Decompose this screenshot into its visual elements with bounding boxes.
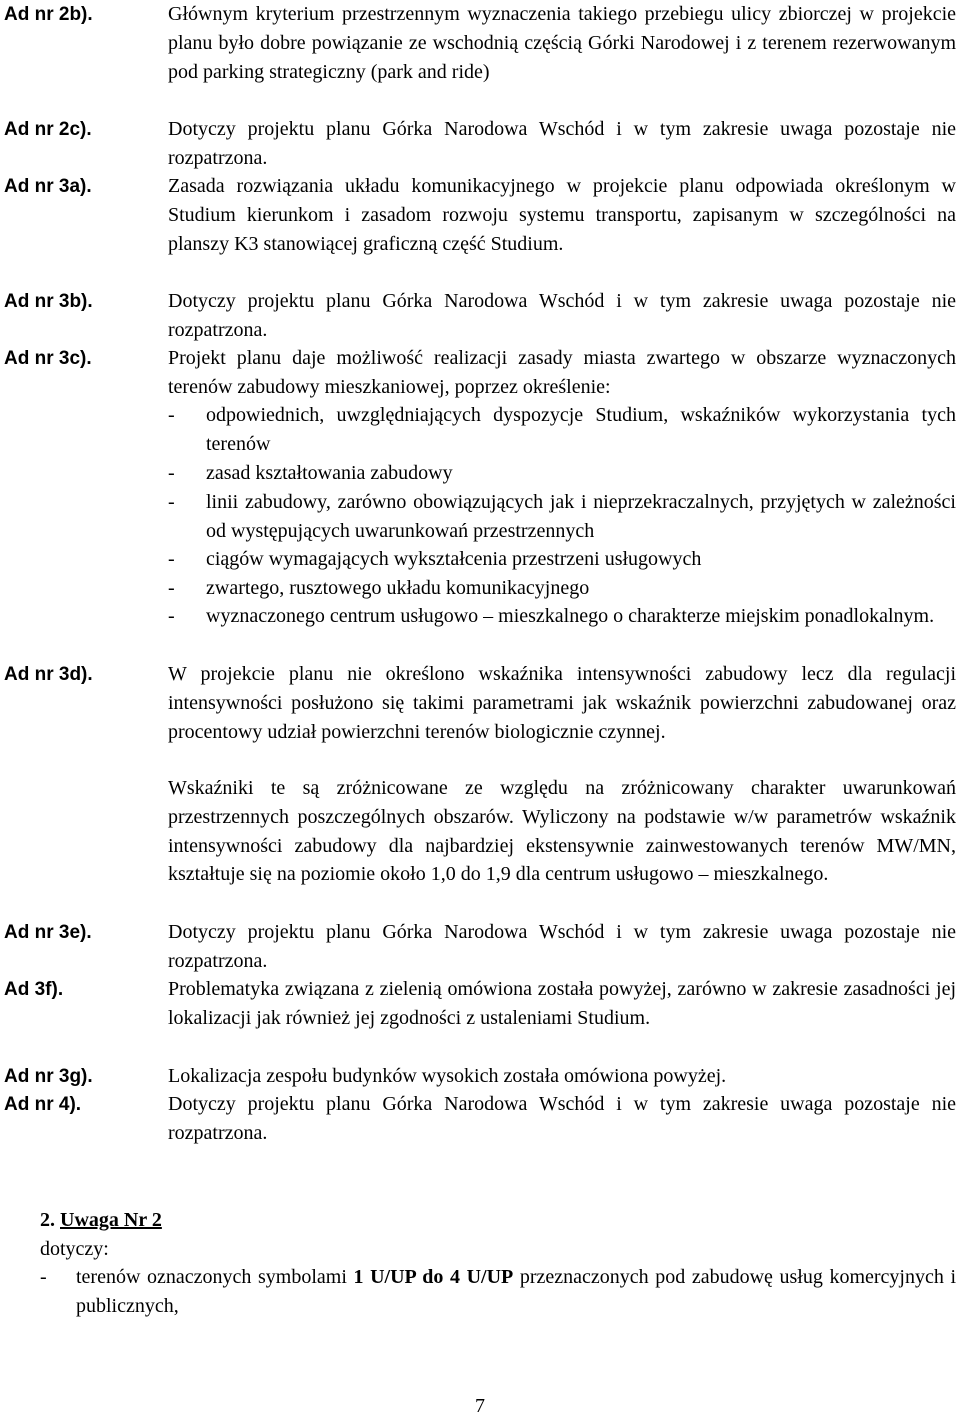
label-ad-3a: Ad nr 3a). xyxy=(4,176,92,197)
list-item: zasad kształtowania zabudowy xyxy=(206,462,453,484)
paragraph-3d-part1: W projekcie planu nie określono wskaźnika intensywności zabudowy lecz dla regulacji intensywności posłużono się takimi parametrami jak wskaźnik powierzchni zabudowanej oraz procentowy udział powierzchni terenów biologicznie czynnej. xyxy=(168,663,956,743)
paragraph-3a: Zasada rozwiązania układu komunikacyjnego w projekcie planu odpowiada określonym w Studium kierunkom i zasadom rozwoju systemu transportu, zapisanym w szczególności na planszy K3 stanowiącej graficzną część Studium. xyxy=(168,175,956,255)
bullet-dash: - xyxy=(168,404,175,426)
bullet-dash: - xyxy=(168,491,175,513)
section-item-suffix: przeznaczonych pod zabudowę usług komercyjnych i publicznych, xyxy=(76,1266,957,1317)
bullet-dash: - xyxy=(168,462,175,484)
bullet-dash: - xyxy=(168,548,175,570)
list-item: wyznaczonego centrum usługowo – mieszkalnego o charakterze miejskim ponadlokalnym. xyxy=(206,605,935,627)
section-heading xyxy=(40,1206,162,1235)
section-item-symbols: 1 U/UP do 4 U/UP xyxy=(353,1266,514,1288)
label-ad-3f: Ad 3f). xyxy=(4,979,64,1000)
bullet-dash: - xyxy=(168,577,175,599)
section-title: Uwaga Nr 2 xyxy=(60,1209,162,1231)
label-ad-3g: Ad nr 3g). xyxy=(4,1066,93,1087)
paragraph-3e: Dotyczy projektu planu Górka Narodowa Wschód i w tym zakresie uwaga pozostaje nie rozpatrzona. xyxy=(168,921,956,972)
dotyczy-label: dotyczy: xyxy=(40,1238,109,1260)
label-ad-4: Ad nr 4). xyxy=(4,1094,82,1115)
label-ad-3d: Ad nr 3d). xyxy=(4,664,93,685)
paragraph-3f: Problematyka związana z zielenią omówiona została powyżej, zarówno w zakresie zasadności jej lokalizacji jak również jej zgodności z ustaleniami Studium. xyxy=(168,978,956,1029)
paragraph-3g: Lokalizacja zespołu budynków wysokich została omówiona powyżej. xyxy=(168,1065,727,1087)
section-item-dash: - xyxy=(40,1266,47,1288)
section-item-prefix: terenów oznaczonych symbolami xyxy=(76,1266,347,1288)
label-ad-2b: Ad nr 2b). xyxy=(4,4,93,25)
list-item: zwartego, rusztowego układu komunikacyjnego xyxy=(206,577,590,599)
paragraph-3c: Projekt planu daje możliwość realizacji zasady miasta zwartego w obszarze wyznaczonych terenów zabudowy mieszkaniowej, poprzez określenie: xyxy=(168,347,956,398)
section-item xyxy=(76,1263,956,1321)
list-item: ciągów wymagających wykształcenia przestrzeni usługowych xyxy=(206,548,702,570)
label-ad-3c: Ad nr 3c). xyxy=(4,348,92,369)
paragraph-3b: Dotyczy projektu planu Górka Narodowa Wschód i w tym zakresie uwaga pozostaje nie rozpatrzona. xyxy=(168,290,956,341)
label-ad-3b: Ad nr 3b). xyxy=(4,291,93,312)
label-ad-2c: Ad nr 2c). xyxy=(4,119,92,140)
list-item: linii zabudowy, zarówno obowiązujących jak i nieprzekraczalnych, przyjętych w zależności od występujących uwarunkowań przestrzennych xyxy=(206,491,956,542)
label-ad-3e: Ad nr 3e). xyxy=(4,922,92,943)
paragraph-2c: Dotyczy projektu planu Górka Narodowa Wschód i w tym zakresie uwaga pozostaje nie rozpatrzona. xyxy=(168,118,956,169)
section-number: 2. xyxy=(40,1209,55,1231)
bullet-dash: - xyxy=(168,605,175,627)
list-item: odpowiednich, uwzględniających dyspozycje Studium, wskaźników wykorzystania tych terenów xyxy=(206,404,956,455)
paragraph-4: Dotyczy projektu planu Górka Narodowa Wschód i w tym zakresie uwaga pozostaje nie rozpatrzona. xyxy=(168,1093,956,1144)
paragraph-2b: Głównym kryterium przestrzennym wyznaczenia takiego przebiegu ulicy zbiorczej w projekcie planu było dobre powiązanie ze wschodnią częścią Górki Narodowej i z terenem rezerwowanym pod parking strategiczny (park and ride) xyxy=(168,3,956,83)
page-number: 7 xyxy=(475,1395,485,1417)
paragraph-3d-part2: Wskaźniki te są zróżnicowane ze względu na zróżnicowany charakter uwarunkowań przestrzennych poszczególnych obszarów. Wyliczony na podstawie w/w parametrów wskaźnik intensywności zabudowy dla najbardziej ekstensywnie zainwestowanych terenów MW/MN, kształtuje się na poziomie około 1,0 do 1,9 dla centrum usługowo – mieszkalnego. xyxy=(168,777,956,886)
